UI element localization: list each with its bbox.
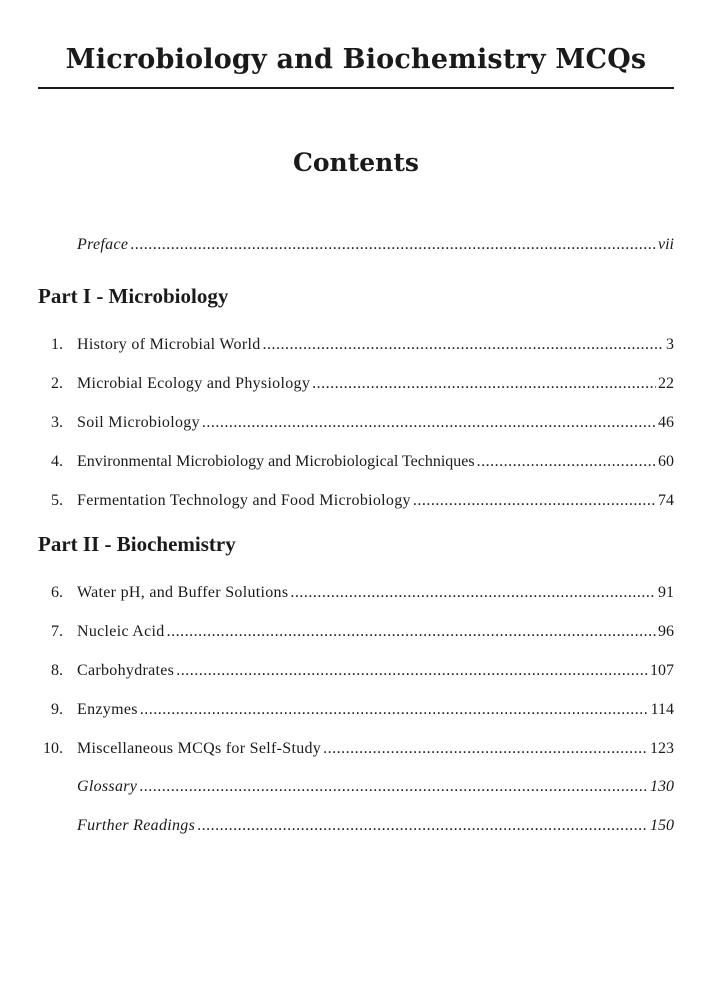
dot-leader [176, 660, 648, 682]
toc-row-chapter[interactable] [38, 373, 674, 395]
chapter-number: 1. [51, 336, 63, 353]
toc-row-further-readings[interactable] [38, 815, 674, 837]
toc-entry-title: Miscellaneous MCQs for Self-Study [77, 740, 322, 757]
toc-row-chapter[interactable] [38, 334, 674, 356]
toc-page-number: 150 [650, 817, 674, 834]
dot-leader [312, 373, 656, 395]
toc-entry-title: Fermentation Technology and Food Microbiology [77, 492, 411, 509]
chapter-number: 7. [51, 623, 63, 640]
dot-leader [477, 451, 656, 473]
toc-row-chapter[interactable] [38, 699, 674, 721]
dot-leader [140, 699, 649, 721]
header-rule [38, 87, 674, 89]
toc-page-number: 46 [658, 414, 674, 431]
toc-page-number: 91 [658, 584, 674, 601]
toc-page-number: 22 [658, 375, 674, 392]
toc-page-number: 130 [650, 778, 674, 795]
chapter-number: 4. [51, 453, 63, 470]
chapter-number: 2. [51, 375, 63, 392]
toc-entry-title: Microbial Ecology and Physiology [77, 375, 311, 392]
dot-leader [197, 815, 648, 837]
chapter-number: 6. [51, 584, 63, 601]
dot-leader [290, 582, 656, 604]
dot-leader [413, 490, 656, 512]
chapter-number: 10. [43, 740, 63, 757]
dot-leader [167, 621, 656, 643]
dot-leader [130, 234, 656, 256]
chapter-number: 3. [51, 414, 63, 431]
toc-row-glossary[interactable] [38, 776, 674, 798]
chapter-number: 8. [51, 662, 63, 679]
part-heading: Part I - Microbiology [38, 284, 229, 308]
toc-entry-title: Environmental Microbiology and Microbiological Techniques [77, 453, 475, 470]
chapter-number: 9. [51, 701, 63, 718]
toc-row-chapter[interactable] [38, 412, 674, 434]
toc-row-chapter[interactable] [38, 490, 674, 512]
toc-entry-title: Nucleic Acid [77, 623, 165, 640]
dot-leader [139, 776, 648, 798]
toc-entry-title: Carbohydrates [77, 662, 175, 679]
toc-page-number: vii [658, 236, 674, 253]
contents-title: Contents [292, 148, 419, 177]
toc-page-number: 60 [658, 453, 674, 470]
toc-page-number: 3 [666, 336, 674, 353]
dot-leader [323, 738, 648, 760]
toc-row-chapter[interactable] [38, 582, 674, 604]
dot-leader [202, 412, 656, 434]
toc-page-number: 74 [658, 492, 674, 509]
toc-entry-title: Glossary [77, 778, 138, 795]
part-heading: Part II - Biochemistry [38, 532, 236, 556]
toc-row-chapter[interactable] [38, 660, 674, 682]
toc-entry-title: Soil Microbiology [77, 414, 200, 431]
toc-row-chapter[interactable] [38, 621, 674, 643]
toc-page-number: 96 [658, 623, 674, 640]
dot-leader [263, 334, 664, 356]
toc-row-preface[interactable] [38, 234, 674, 256]
toc-entry-title: Preface [77, 236, 129, 253]
page-header-title: Microbiology and Biochemistry MCQs [65, 44, 647, 75]
toc-entry-title: Enzymes [77, 701, 138, 718]
toc-entry-title: History of Microbial World [77, 336, 261, 353]
toc-page-number: 123 [650, 740, 674, 757]
toc-page-number: 114 [650, 701, 674, 718]
toc-page-number: 107 [650, 662, 674, 679]
toc-entry-title: Further Readings [77, 817, 196, 834]
toc-row-chapter[interactable] [38, 451, 674, 473]
toc-entry-title: Water pH, and Buffer Solutions [77, 584, 289, 601]
chapter-number: 5. [51, 492, 63, 509]
toc-row-chapter[interactable] [38, 738, 674, 760]
